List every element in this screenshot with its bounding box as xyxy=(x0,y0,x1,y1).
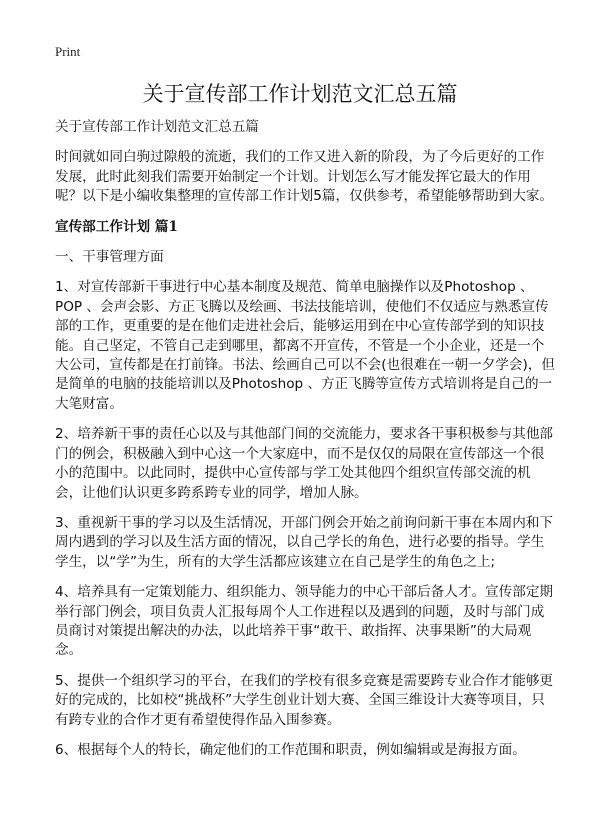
intro-paragraph: 时间就如同白驹过隙般的流逝，我们的工作又进入新的阶段，为了今后更好的工作发展，此时此刻我们需要开始制定一个计划。计划怎么写才能发挥它最大的作用呢？以下是小编收集整理的宣传部工作计划5篇，仅供参考，希望能够帮助到大家。 xyxy=(55,149,554,205)
paragraph-4: 4、培养具有一定策划能力、组织能力、领导能力的中心干部后备人才。宣传部定期举行部门例会，项目负责人汇报每周个人工作进程以及遇到的问题，及时与部门成员商讨对策提出解决的办法，以此培养干事“敢干、敢指挥、决事果断”的大局观念。 xyxy=(55,584,554,659)
page-title: 关于宣传部工作计划范文汇总五篇 xyxy=(142,82,458,106)
document-subtitle: 关于宣传部工作计划范文汇总五篇 xyxy=(55,119,259,135)
paragraph-3: 3、重视新干事的学习以及生活情况，开部门例会开始之前询问新干事在本周内和下周内遇到的学习以及生活方面的情况，以自己学长的角色，进行必要的指导。学生学生，以“学”为生，所有的大学生活都应该建立在自己是学生的角色之上; xyxy=(55,514,554,570)
paragraph-1: 1、对宣传部新干事进行中心基本制度及规范、简单电脑操作以及Photoshop 、POP 、会声会影、方正飞腾以及绘画、书法技能培训，使他们不仅适应与熟悉宣传部的工作，更重要的是在他们走进社会后，能够运用到在中心宣传部学到的知识技能。自己坚定，不管自己走到哪里，都离不开宣传，不管是一个小企业，还是一个大公司，宣传都是在打前锋。书法、绘画自己可以不会(也很难在一朝一夕学会)，但是简单的电脑的技能培训以及Photoshop 、方正飞腾等宣传方式培训将是自己的一大笔财富。 xyxy=(55,279,555,412)
section-heading: 宣传部工作计划 篇1 xyxy=(55,218,178,235)
document-body xyxy=(55,118,555,771)
subsection-heading: 一、干事管理方面 xyxy=(55,249,164,266)
paragraph-5: 5、提供一个组织学习的平台，在我们的学校有很多竞赛是需要跨专业合作才能够更好的完成的，比如校“挑战杯”大学生创业计划大赛、全国三维设计大赛等项目，只有跨专业的合作才更有希望使得作品入围参赛。 xyxy=(55,672,554,728)
paragraph-6: 6、根据每个人的特长，确定他们的工作范围和职责，例如编辑或是海报方面。 xyxy=(55,741,526,758)
print-link[interactable]: Print xyxy=(55,44,81,59)
paragraph-2: 2、培养新干事的责任心以及与其他部门间的交流能力，要求各干事积极参与其他部门的例会，积极融入到中心这一个大家庭中，而不是仅仅的局限在宣传部这一个很小的范围中。以此同时，提供中心宣传部与学工处其他四个组织宣传部交流的机会，让他们认识更多跨系跨专业的同学，增加人脉。 xyxy=(55,426,554,501)
